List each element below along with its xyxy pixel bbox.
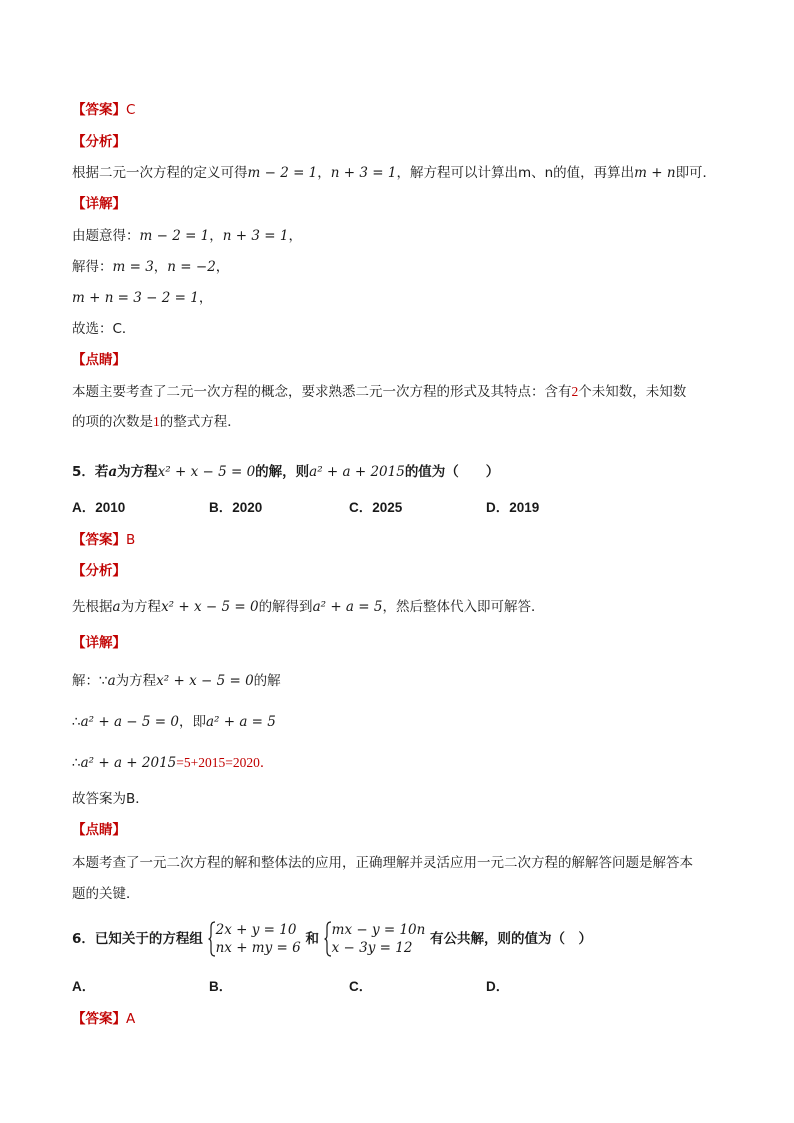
q5-option-d: D．2019 [486, 500, 540, 515]
q5-comment-label: 【点睛】 [72, 822, 126, 838]
analysis-label: 【分析】 [72, 134, 126, 150]
answer-value: A [126, 1011, 136, 1027]
left-brace-icon [324, 921, 332, 957]
q6-option-a: A． [72, 979, 96, 994]
q5-comment-line-1: 本题考查了一元二次方程的解和整体法的应用，正确理解并灵活应用一元二次方程的解解答问题是解答本 [72, 855, 693, 871]
q4-analysis-text: 根据二元一次方程的定义可得m − 2 = 1，n + 3 = 1，解方程可以计算出m、n的值，再算出m + n即可． [72, 165, 717, 181]
q5-answer-line: 【答案】B [72, 532, 136, 548]
q4-comment-line-2: 的项的次数是1的整式方程． [72, 414, 241, 430]
q6-stem: 6．已知关于的方程组 2x + y = 10 nx + my = 6 和 mx − y = 10n x − 3y = 12 有公共解，则的值为（ ） [72, 922, 593, 956]
q4-detail-line-3: m + n = 3 − 2 = 1， [72, 290, 213, 306]
answer-label: 【答案】 [72, 102, 126, 118]
answer-value: C [126, 102, 136, 118]
q4-detail-label [72, 194, 126, 214]
q5-detail-line-1: 解：∵a为方程x² + x − 5 = 0的解 [72, 673, 281, 689]
q5-analysis-label: 【分析】 [72, 563, 126, 579]
q5-analysis-text: 先根据a为方程x² + x − 5 = 0的解得到a² + a = 5，然后整体代入即可解答． [72, 599, 545, 615]
left-brace-icon [208, 921, 216, 957]
q6-option-c: C． [349, 979, 373, 994]
q5-option-b: B．2020 [209, 500, 263, 515]
q4-comment-label [72, 350, 126, 370]
q6-option-b: B． [209, 979, 233, 994]
q5-detail-line-3: ∴a² + a + 2015=5+2015=2020． [72, 755, 274, 771]
q6-option-d: D． [486, 979, 510, 994]
q4-detail-line-2: 解得：m = 3，n = −2， [72, 259, 230, 275]
detail-label: 【详解】 [72, 196, 126, 212]
q4-detail-line-4: 故选：C． [72, 321, 136, 337]
q5-detail-label: 【详解】 [72, 635, 126, 651]
q5-detail-line-2: ∴a² + a − 5 = 0，即a² + a = 5 [72, 714, 276, 730]
equation-system-2: mx − y = 10n x − 3y = 12 [324, 921, 426, 957]
q5-stem: 5．若a为方程x² + x − 5 = 0的解，则a² + a + 2015的值为（ ） [72, 464, 500, 480]
q4-analysis-label [72, 132, 126, 152]
q5-option-a: A．2010 [72, 500, 126, 515]
q5-option-c: C．2025 [349, 500, 403, 515]
q5-comment-line-2: 题的关键． [72, 886, 140, 902]
comment-label: 【点睛】 [72, 352, 126, 368]
q6-answer-line: 【答案】A [72, 1011, 136, 1027]
q4-detail-line-1: 由题意得：m − 2 = 1，n + 3 = 1， [72, 228, 302, 244]
q4-comment-line-1: 本题主要考查了二元一次方程的概念，要求熟悉二元一次方程的形式及其特点：含有2个未知数，未知数 [72, 384, 687, 400]
q5-detail-line-4: 故答案为B． [72, 791, 149, 807]
answer-value: B [126, 532, 136, 548]
q4-answer-line [72, 100, 135, 120]
equation-system-1: 2x + y = 10 nx + my = 6 [208, 921, 301, 957]
